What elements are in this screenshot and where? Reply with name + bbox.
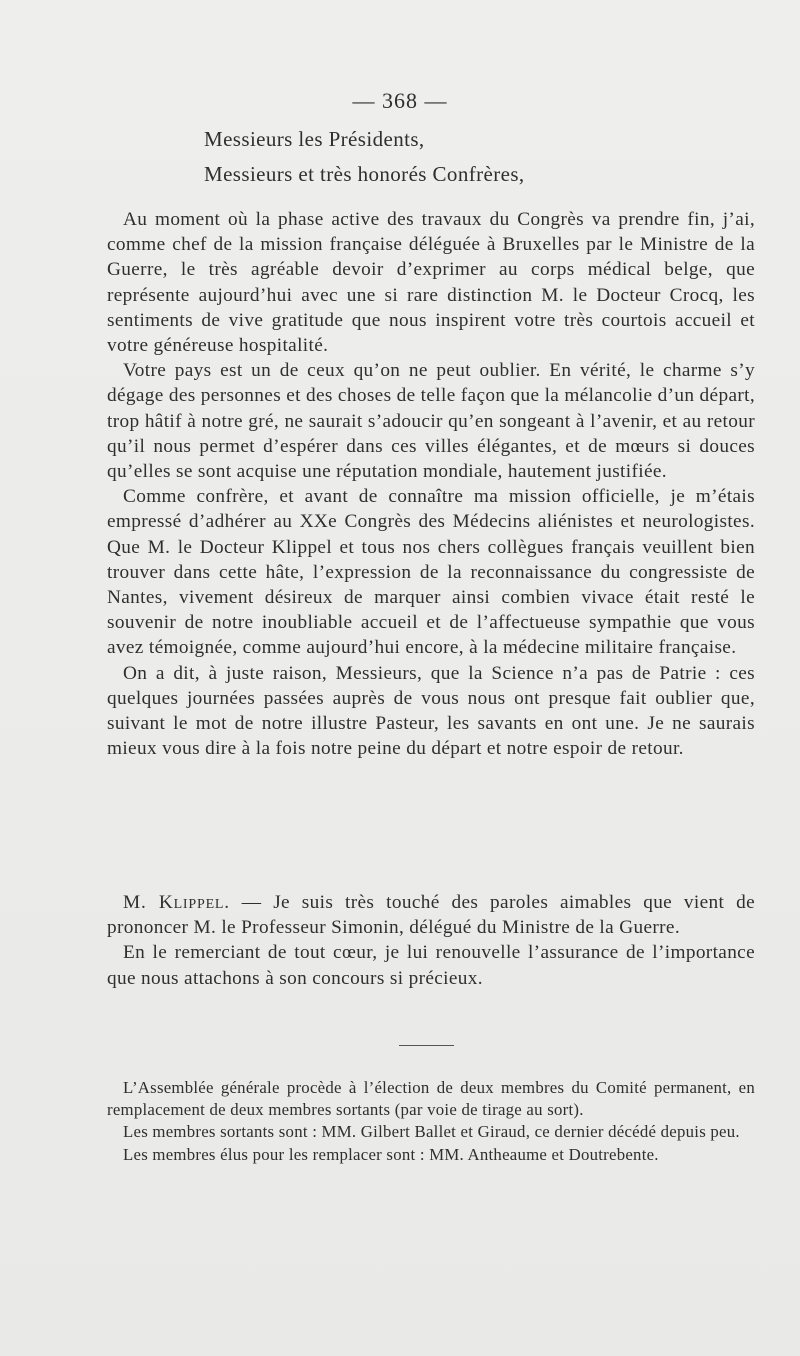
page-number: — 368 — xyxy=(352,88,448,113)
assembly-paragraph-3: Les membres élus pour les remplacer sont : MM. Antheaume et Doutrebente. xyxy=(123,1144,659,1164)
speech-paragraph-4: On a dit, à juste raison, Messieurs, que la Science n’a pas de Patrie : ces quelques journées passées auprès de vous nous ont presque fait oublier que, suivant le mot de notre illustre Pasteur, les savants en ont une. Je ne saurais mieux vous dire à la fois notre peine du départ et notre espoir de retour. xyxy=(107,662,755,760)
salutation-line-2: Messieurs et très honorés Confrères, xyxy=(204,162,525,186)
reply-paragraph-1 xyxy=(107,890,755,940)
speech-paragraph-2: Votre pays est un de ceux qu’on ne peut oublier. En vérité, le charme s’y dégage des personnes et des choses de telle façon que la mélancolie d’un départ, trop hâtif à notre gré, ne saurait s’adoucir qu’en songeant à l’avenir, et au retour qu’il nous permet d’espérer dans ces villes élégantes, et de mœurs si douces qu’elles se sont acquise une réputation mondiale, hautement justifiée. xyxy=(107,360,755,483)
assembly-minutes xyxy=(107,1077,755,1166)
speech-body xyxy=(107,207,755,761)
assembly-paragraph-1: L’Assemblée générale procède à l’élection de deux membres du Comité permanent, en remplacement de deux membres sortants (par voie de tirage au sort). xyxy=(107,1078,755,1120)
salutation-line-1: Messieurs les Présidents, xyxy=(204,127,425,151)
speaker-name: M. Klippel. xyxy=(123,892,230,913)
reply-body xyxy=(107,890,755,991)
reply-paragraph-2: En le remerciant de tout cœur, je lui renouvelle l’assurance de l’importance que nous attachons à son concours si précieux. xyxy=(107,942,755,989)
speech-paragraph-1: Au moment où la phase active des travaux du Congrès va prendre fin, j’ai, comme chef de la mission française déléguée à Bruxelles par le Ministre de la Guerre, le très agréable devoir d’exprimer au corps médical belge, que représente aujourd’hui avec une si rare distinction M. le Docteur Crocq, les sentiments de vive gratitude que nous inspirent votre très courtois accueil et votre généreuse hospitalité. xyxy=(107,209,755,357)
section-divider xyxy=(399,1045,454,1046)
reply-paragraph-1-text: — Je suis très touché des paroles aimables que vient de prononcer M. le Professeur Simonin, délégué du Ministre de la Guerre. xyxy=(107,892,755,939)
assembly-paragraph-2: Les membres sortants sont : MM. Gilbert Ballet et Giraud, ce dernier décédé depuis peu. xyxy=(123,1122,740,1142)
speech-paragraph-3: Comme confrère, et avant de connaître ma mission officielle, je m’étais empressé d’adhérer au XXe Congrès des Médecins aliénistes et neurologistes. Que M. le Docteur Klippel et tous nos chers collègues français veuillent bien trouver dans cette hâte, l’expression de la reconnaissance du congressiste de Nantes, vivement désireux de marquer ainsi combien vivace était resté le souvenir de notre inoubliable accueil et de l’affectueuse sympathie que vous avez témoignée, comme aujourd’hui encore, à la médecine militaire française. xyxy=(107,486,755,659)
